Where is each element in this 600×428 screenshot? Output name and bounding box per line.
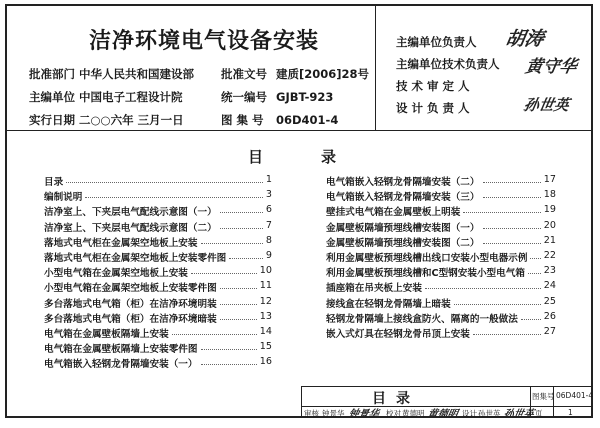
toc-left-column [44, 174, 272, 371]
meta-value: 二○○六年 三月一日 [79, 113, 184, 127]
toc-leader-dots [201, 349, 257, 350]
toc-leader-dots [454, 304, 541, 305]
toc-leader-dots [220, 304, 257, 305]
toc-item[interactable] [44, 356, 272, 371]
toc-item-page: 10 [259, 265, 272, 277]
toc-item[interactable] [44, 296, 272, 311]
meta-key: 批准部门 [29, 67, 75, 81]
toc-item-page: 12 [259, 295, 272, 307]
header-info [7, 6, 375, 130]
toc-item-page: 19 [543, 204, 556, 216]
toc-item-label: 洁净室上、下夹层电气配线示意图（一） [44, 207, 217, 219]
toc-leader-dots [425, 288, 541, 289]
toc-item-page: 14 [259, 325, 272, 337]
toc-leader-dots [483, 197, 541, 198]
design-label: 设计 [462, 409, 477, 418]
meta-key: 图 集 号 [221, 113, 264, 127]
designer-signature: 孙世英 [502, 409, 535, 420]
toc-item-label: 嵌入式灯具在轻钢龙骨吊顶上安装 [326, 328, 470, 340]
toc-leader-dots [66, 182, 263, 183]
toc-leader-dots [172, 334, 257, 335]
toc-leader-dots [483, 228, 541, 229]
toc-item-label: 多台落地式电气箱（柜）在洁净环境明装 [44, 298, 217, 310]
toc-item-label: 电气箱在金属壁板隔墙上安装零件图 [44, 344, 198, 356]
checker-signature: 黄德明 [426, 409, 459, 420]
toc-item-label: 小型电气箱在金属架空地板上安装 [44, 268, 188, 280]
toc-item[interactable] [326, 280, 556, 295]
toc-leader-dots [463, 212, 541, 213]
toc-item-label: 插座箱在吊夹板上安装 [326, 283, 422, 295]
check-label: 校对 [386, 409, 401, 418]
toc-item-label: 电气箱嵌入轻钢龙骨隔墙安装（三） [326, 192, 480, 204]
toc-item-page: 9 [265, 249, 272, 261]
toc-item-label: 轻钢龙骨隔墙上接线盒防火、隔离的一般做法 [326, 313, 518, 325]
toc-item[interactable] [44, 326, 272, 341]
toc-item-page: 1 [265, 174, 272, 185]
toc-item-page: 8 [265, 234, 272, 246]
toc-item-page: 27 [543, 325, 556, 337]
toc-leader-dots [201, 243, 263, 244]
atlas-label: 图集号 [532, 392, 555, 401]
toc-item-label: 接线盒在轻钢龙骨隔墙上暗装 [326, 298, 451, 310]
responsible-persons [375, 6, 592, 130]
toc-item-label: 电气箱在金属壁板隔墙上安装 [44, 328, 169, 340]
toc-item[interactable] [326, 265, 556, 280]
toc-leader-dots [229, 258, 263, 259]
toc-item-label: 利用金属壁板预埋线槽出线口安装小型电器示例 [326, 252, 528, 264]
reviewer-signature: 钟景华 [347, 409, 380, 420]
atlas-title: 洁净环境电气设备安装 [89, 29, 320, 54]
toc-leader-dots [220, 288, 257, 289]
toc-item[interactable] [44, 220, 272, 235]
toc-item-page: 11 [259, 280, 272, 292]
meta-key: 实行日期 [29, 113, 75, 127]
toc-item-page: 20 [543, 219, 556, 231]
responsible-role: 主编单位负责人 [396, 35, 477, 49]
toc-item[interactable] [44, 174, 272, 189]
toc-leader-dots [220, 319, 257, 320]
atlas-number: 06D401-4 [556, 391, 594, 400]
toc-item[interactable] [326, 235, 556, 250]
toc-item[interactable] [44, 341, 272, 356]
meta-row-editor [29, 89, 333, 105]
toc-item-page: 15 [259, 341, 272, 353]
header-divider [7, 130, 591, 131]
toc-item-label: 落地式电气柜在金属架空地板上安装零件图 [44, 252, 227, 264]
toc-item[interactable] [326, 326, 556, 341]
toc-item[interactable] [326, 189, 556, 204]
toc-item-label: 编制说明 [44, 192, 83, 204]
toc-leader-dots [483, 182, 541, 183]
meta-key: 主编单位 [29, 90, 75, 104]
toc-item-page: 13 [259, 310, 272, 322]
toc-leader-dots [530, 258, 541, 259]
toc-item[interactable] [326, 296, 556, 311]
toc-leader-dots [521, 319, 541, 320]
toc-item-page: 18 [543, 189, 556, 201]
meta-value: 中国电子工程设计院 [79, 90, 183, 104]
toc-item-label: 金属壁板隔墙预埋线槽安装图（一） [326, 222, 480, 234]
toc-item-page: 16 [259, 356, 272, 368]
toc-item[interactable] [326, 220, 556, 235]
toc-item-label: 洁净室上、下夹层电气配线示意图（二） [44, 222, 217, 234]
toc-right-column [326, 174, 556, 341]
signature: 孙世英 [522, 96, 571, 114]
responsible-role: 设 计 负 责 人 [396, 101, 470, 115]
toc-item-label: 金属壁板隔墙预埋线槽安装图（二） [326, 237, 480, 249]
review-label: 审核 [304, 409, 319, 418]
toc-item[interactable] [44, 204, 272, 219]
toc-item-label: 电气箱嵌入轻钢龙骨隔墙安装（二） [326, 177, 480, 188]
checker-name: 黄德明 [402, 409, 425, 418]
responsible-role: 技 术 审 定 人 [396, 79, 470, 93]
toc-item-label: 多台落地式电气箱（柜）在洁净环境暗装 [44, 313, 217, 325]
toc-item-label: 落地式电气柜在金属架空地板上安装 [44, 237, 198, 249]
toc-item-page: 22 [543, 249, 556, 261]
meta-key: 统一编号 [221, 90, 267, 104]
title-block [301, 386, 592, 418]
toc-item[interactable] [326, 311, 556, 326]
toc-item-page: 24 [543, 280, 556, 292]
toc-item[interactable] [326, 204, 556, 219]
toc-item-label: 小型电气箱在金属架空地板上安装零件图 [44, 283, 217, 295]
toc-title: 目录 [248, 148, 395, 166]
meta-value: 06D401-4 [276, 113, 339, 127]
toc-item-label: 利用金属壁板预埋线槽和C型钢安装小型电气箱 [326, 268, 525, 280]
toc-item[interactable] [44, 265, 272, 280]
toc-item[interactable] [44, 189, 272, 204]
toc-item-page: 3 [265, 189, 272, 201]
toc-leader-dots [473, 334, 541, 335]
meta-row-date [29, 112, 338, 128]
page-number: 1 [568, 408, 573, 417]
toc-leader-dots [220, 212, 263, 213]
toc-item[interactable] [44, 311, 272, 326]
meta-value: GJBT-923 [276, 90, 334, 104]
signature: 黄守华 [523, 57, 579, 77]
toc-item-page: 6 [265, 204, 272, 216]
toc-leader-dots [201, 364, 257, 365]
toc-item[interactable] [44, 235, 272, 250]
responsible-role: 主编单位技术负责人 [396, 57, 500, 71]
toc-leader-dots [528, 273, 541, 274]
meta-value: 建质[2006]28号 [276, 67, 370, 81]
designer-name: 孙世英 [478, 409, 501, 418]
meta-row-approval [29, 66, 369, 82]
toc-item-label: 壁挂式电气箱在金属壁板上明装 [326, 207, 461, 219]
toc-leader-dots [483, 243, 541, 244]
toc-item-page: 23 [543, 265, 556, 277]
toc-item-page: 26 [543, 310, 556, 322]
title-block-title: 目录 [372, 391, 420, 407]
page-label: 页 [535, 409, 543, 418]
toc-item-page: 7 [265, 219, 272, 231]
toc-item[interactable] [44, 250, 272, 265]
toc-item[interactable] [44, 280, 272, 295]
toc-item-label: 目录 [44, 177, 64, 188]
toc-leader-dots [191, 273, 257, 274]
toc-item[interactable] [326, 250, 556, 265]
toc-leader-dots [85, 197, 263, 198]
toc-item-page: 25 [543, 295, 556, 307]
signature: 胡涛 [503, 28, 546, 50]
toc-item-page: 17 [543, 174, 556, 185]
toc-item[interactable] [326, 174, 556, 189]
toc-leader-dots [220, 228, 263, 229]
meta-key: 批准文号 [221, 67, 267, 81]
toc-item-page: 21 [543, 234, 556, 246]
reviewer-name: 钟景华 [322, 409, 345, 418]
meta-value: 中华人民共和国建设部 [79, 67, 194, 81]
toc-item-label: 电气箱嵌入轻钢龙骨隔墙安装（一） [44, 359, 198, 371]
